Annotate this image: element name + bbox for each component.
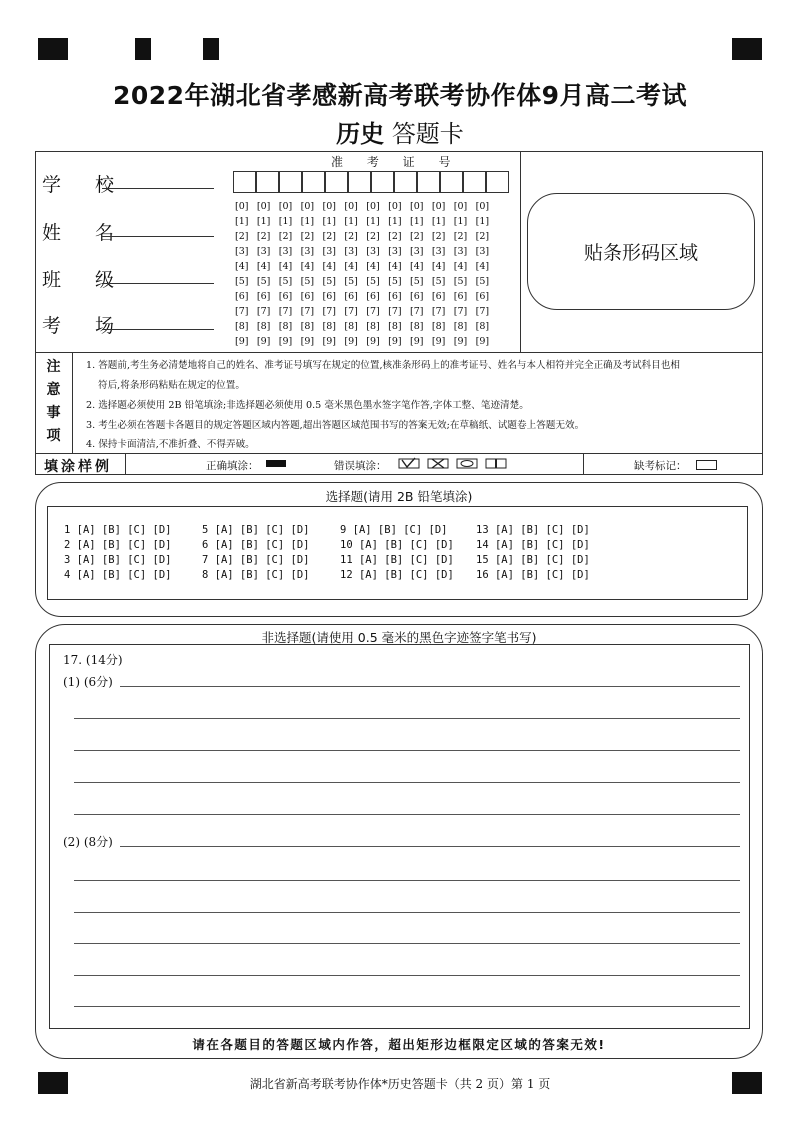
choice-question[interactable]: 4 [A] [B] [C] [D] xyxy=(64,569,172,581)
divider xyxy=(125,453,126,475)
exam-id-digit-box[interactable] xyxy=(371,171,394,193)
answer-line[interactable] xyxy=(120,846,740,847)
name-field[interactable] xyxy=(102,236,214,237)
wrong-fill-label: 错误填涂： xyxy=(334,460,387,472)
answer-line[interactable] xyxy=(74,975,740,976)
answer-line[interactable] xyxy=(74,943,740,944)
answer-line[interactable] xyxy=(74,1006,740,1007)
note-line: 符后,将条形码粘贴在规定的位置。 xyxy=(98,380,245,391)
exam-id-digit-row[interactable]: [9] [9] [9] [9] [9] [9] [9] [9] [9] [9] [9] [9] xyxy=(235,336,490,347)
note-line: 1. 答题前,考生务必清楚地将自己的姓名、准考证号填写在规定的位置,核准条形码上的准考证号、姓名与本人相符并完全正确及考试科目也相 xyxy=(86,360,680,371)
divider xyxy=(583,453,584,475)
choice-question[interactable]: 6 [A] [B] [C] [D] xyxy=(202,539,310,551)
exam-id-bubbles[interactable] xyxy=(235,201,510,351)
answer-line[interactable] xyxy=(74,912,740,913)
exam-id-digit-row[interactable]: [4] [4] [4] [4] [4] [4] [4] [4] [4] [4] [4] [4] xyxy=(235,261,490,272)
correct-fill-label: 正确填涂： xyxy=(206,460,259,472)
divider xyxy=(520,151,521,352)
divider xyxy=(72,352,73,453)
name-label: 姓 名 xyxy=(42,222,129,244)
exam-id-digit-box[interactable] xyxy=(348,171,371,193)
exam-id-digit-row[interactable]: [1] [1] [1] [1] [1] [1] [1] [1] [1] [1] [1] [1] xyxy=(235,216,490,227)
exam-id-digit-box[interactable] xyxy=(233,171,256,193)
choice-question[interactable]: 2 [A] [B] [C] [D] xyxy=(64,539,172,551)
subject-name: 历史 xyxy=(336,120,385,148)
room-label: 考 场 xyxy=(42,315,129,337)
exam-id-digit-box[interactable] xyxy=(440,171,463,193)
choice-question[interactable]: 7 [A] [B] [C] [D] xyxy=(202,554,310,566)
answer-line[interactable] xyxy=(120,686,740,687)
footer-text: 湖北省新高考联考协作体*历史答题卡（共 2 页）第 1 页 xyxy=(249,1077,551,1091)
exam-id-digit-box[interactable] xyxy=(486,171,509,193)
choice-question[interactable]: 9 [A] [B] [C] [D] xyxy=(340,524,448,536)
answer-line[interactable] xyxy=(74,782,740,783)
note-line: 2. 选择题必须使用 2B 铅笔填涂;非选择题必须使用 0.5 毫米黑色墨水签字笔作答,字体工整、笔迹清楚。 xyxy=(86,400,529,411)
exam-id-digit-row[interactable]: [2] [2] [2] [2] [2] [2] [2] [2] [2] [2] [2] [2] xyxy=(235,231,490,242)
exam-id-digit-box[interactable] xyxy=(417,171,440,193)
part-1-label: (1) (6分) xyxy=(63,675,113,689)
choice-question[interactable]: 12 [A] [B] [C] [D] xyxy=(340,569,454,581)
exam-id-digit-box[interactable] xyxy=(325,171,348,193)
school-field[interactable] xyxy=(102,188,214,189)
choice-question[interactable]: 3 [A] [B] [C] [D] xyxy=(64,554,172,566)
choice-question[interactable]: 1 [A] [B] [C] [D] xyxy=(64,524,172,536)
exam-id-digit-row[interactable]: [0] [0] [0] [0] [0] [0] [0] [0] [0] [0] [0] [0] xyxy=(235,201,490,212)
exam-id-digit-box[interactable] xyxy=(463,171,486,193)
notes-label: 注 意 事 项 xyxy=(46,359,61,444)
exam-id-boxes[interactable] xyxy=(233,171,508,193)
answer-warning: 请在各题目的答题区域内作答，超出矩形边框限定区域的答案无效! xyxy=(192,1037,606,1052)
choice-grid[interactable] xyxy=(64,524,664,588)
barcode-label: 贴条形码区域 xyxy=(583,242,698,264)
answer-line[interactable] xyxy=(74,750,740,751)
absent-mark-label: 缺考标记： xyxy=(634,460,687,472)
card-label: 答题卡 xyxy=(391,120,464,148)
exam-id-title: 准 考 证 号 xyxy=(331,155,461,169)
choice-question[interactable]: 14 [A] [B] [C] [D] xyxy=(476,539,590,551)
part-2-label: (2) (8分) xyxy=(63,835,113,849)
exam-id-digit-box[interactable] xyxy=(279,171,302,193)
class-field[interactable] xyxy=(102,283,214,284)
question-17-label: 17. (14分) xyxy=(63,653,123,667)
choice-question[interactable]: 16 [A] [B] [C] [D] xyxy=(476,569,590,581)
wrong-fill-samples xyxy=(398,457,510,471)
exam-id-digit-row[interactable]: [8] [8] [8] [8] [8] [8] [8] [8] [8] [8] [8] [8] xyxy=(235,321,490,332)
correct-fill-sample xyxy=(266,460,286,467)
exam-title: 2022年湖北省孝感新高考联考协作体9月高二考试 xyxy=(113,81,687,110)
note-line: 3. 考生必须在答题卡各题目的规定答题区域内答题,超出答题区域范围书写的答案无效;在草稿纸、试题卷上答题无效。 xyxy=(86,420,585,431)
choice-question[interactable]: 11 [A] [B] [C] [D] xyxy=(340,554,454,566)
sample-label: 填涂样例 xyxy=(44,459,112,475)
choice-title: 选择题(请用 2B 铅笔填涂) xyxy=(325,489,473,504)
divider xyxy=(35,352,763,353)
exam-id-digit-row[interactable]: [6] [6] [6] [6] [6] [6] [6] [6] [6] [6] [6] [6] xyxy=(235,291,490,302)
note-line: 4. 保持卡面清洁,不准折叠、不得弄破。 xyxy=(86,439,255,450)
exam-id-digit-box[interactable] xyxy=(302,171,325,193)
room-field[interactable] xyxy=(102,329,214,330)
exam-id-digit-row[interactable]: [7] [7] [7] [7] [7] [7] [7] [7] [7] [7] [7] [7] xyxy=(235,306,490,317)
divider xyxy=(35,453,763,454)
registration-mark xyxy=(135,38,151,60)
exam-id-digit-box[interactable] xyxy=(256,171,279,193)
answer-line[interactable] xyxy=(74,718,740,719)
subject-title xyxy=(0,114,800,149)
choice-question[interactable]: 5 [A] [B] [C] [D] xyxy=(202,524,310,536)
exam-id-digit-row[interactable]: [5] [5] [5] [5] [5] [5] [5] [5] [5] [5] [5] [5] xyxy=(235,276,490,287)
school-label: 学 校 xyxy=(42,174,129,196)
registration-mark xyxy=(732,38,762,60)
choice-question[interactable]: 15 [A] [B] [C] [D] xyxy=(476,554,590,566)
choice-question[interactable]: 8 [A] [B] [C] [D] xyxy=(202,569,310,581)
registration-mark xyxy=(203,38,219,60)
exam-id-digit-box[interactable] xyxy=(394,171,417,193)
absent-mark-box[interactable] xyxy=(696,460,717,470)
choice-question[interactable]: 10 [A] [B] [C] [D] xyxy=(340,539,454,551)
answer-line[interactable] xyxy=(74,814,740,815)
class-label: 班 级 xyxy=(42,269,129,291)
answer-box[interactable] xyxy=(49,644,750,1029)
exam-id-digit-row[interactable]: [3] [3] [3] [3] [3] [3] [3] [3] [3] [3] [3] [3] xyxy=(235,246,490,257)
nonchoice-title: 非选择题(请使用 0.5 毫米的黑色字迹签字笔书写) xyxy=(261,630,537,645)
registration-mark xyxy=(38,38,68,60)
answer-line[interactable] xyxy=(74,880,740,881)
choice-question[interactable]: 13 [A] [B] [C] [D] xyxy=(476,524,590,536)
